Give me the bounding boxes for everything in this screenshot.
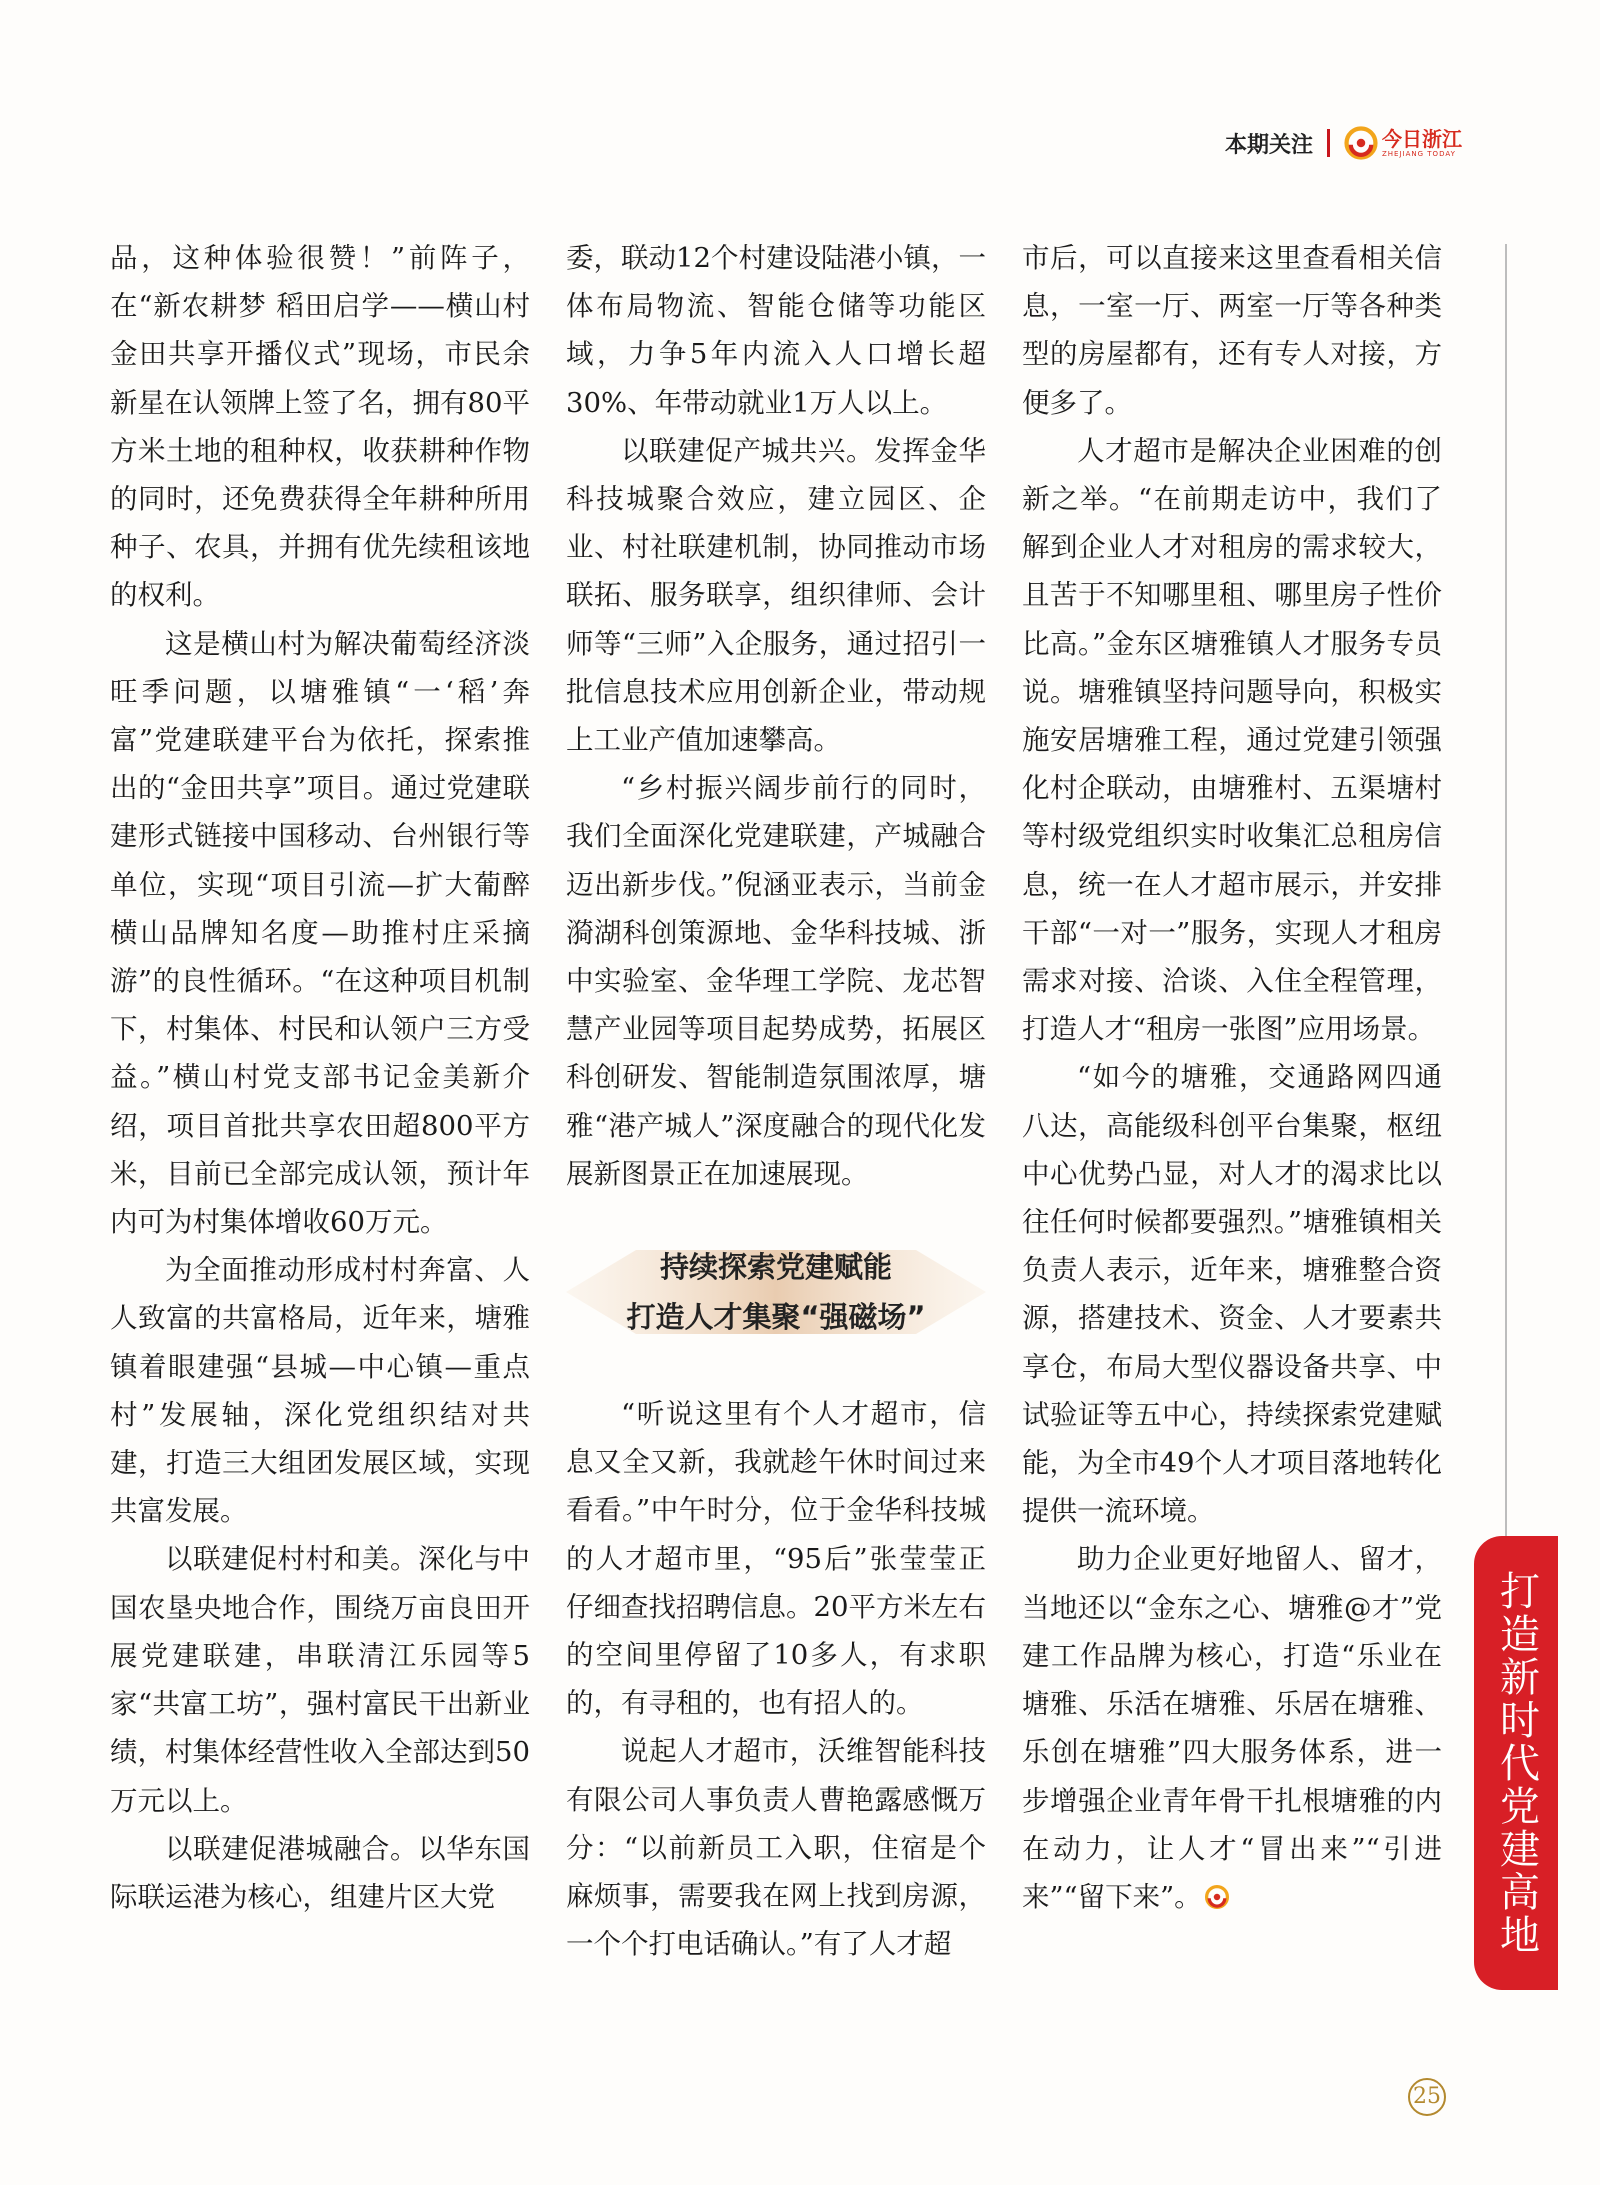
header-divider xyxy=(1327,129,1330,157)
subheading-line-2: 打造人才集聚“强磁场” xyxy=(626,1300,926,1335)
paragraph: 以联建促产城共兴。发挥金华科技城聚合效应，建立园区、企业、村社联建机制，协同推动市场联拓、服务联享，组织律师、会计师等“三师”入企服务，通过招引一批信息技术应用创新企业，带动规上工业产值加速攀高。 xyxy=(566,434,986,757)
paragraph: 人才超市是解决企业困难的创新之举。“在前期走访中，我们了解到企业人才对租房的需求较大，且苦于不知哪里租、哪里房子性价比高。”金东区塘雅镇人才服务专员说。塘雅镇坚持问题导向，积极实施安居塘雅工程，通过党建引领强化村企联动，由塘雅村、五渠塘村等村级党组织实时收集汇总租房信息，统一在人才超市展示，并安排干部“一对一”服务，实现人才租房需求对接、洽谈、入住全程管理，打造人才“租房一张图”应用场景。 xyxy=(1022,434,1442,1046)
paragraph: 委，联动12个村建设陆港小镇，一体布局物流、智能仓储等功能区域，力争5年内流入人口增长超30%、年带动就业1万人以上。 xyxy=(566,242,986,419)
paragraph: 市后，可以直接来这里查看相关信息，一室一厅、两室一厅等各种类型的房屋都有，还有专人对接，方便多了。 xyxy=(1022,242,1442,419)
section-title: 本期关注 xyxy=(1224,132,1313,158)
subheading-line-1: 持续探索党建赋能 xyxy=(659,1250,892,1285)
section-side-tab: 打造新时代党建高地 xyxy=(1474,1536,1558,1990)
paragraph: 说起人才超市，沃维智能科技有限公司人事负责人曹艳露感慨万分：“以前新员工入职，住宿是个麻烦事，需要我在网上找到房源，一个个打电话确认。”有了人才超 xyxy=(566,1735,986,1961)
section-subheading xyxy=(566,1222,986,1362)
margin-rule xyxy=(1505,244,1507,1554)
paragraph: “乡村振兴阔步前行的同时，我们全面深化党建联建，产城融合迈出新步伐。”倪涵亚表示，当前金漪湖科创策源地、金华科技城、浙中实验室、金华理工学院、龙芯智慧产业园等项目起势成势，拓展区科创研发、智能制造氛围浓厚，塘雅“港产城人”深度融合的现代化发展新图景正在加速展现。 xyxy=(566,772,986,1190)
end-mark-icon xyxy=(1204,1884,1230,1910)
paragraph: “听说这里有个人才超市，信息又全又新，我就趁午休时间过来看看。”中午时分，位于金华科技城的人才超市里，“95后”张莹莹正仔细查找招聘信息。20平方米左右的空间里停留了10多人，有求职的，有寻租的，也有招人的。 xyxy=(566,1398,986,1720)
column-left xyxy=(110,234,530,1921)
paragraph-text: 助力企业更好地留人、留才，当地还以“金东之心、塘雅@才”党建工作品牌为核心，打造“乐业在塘雅、乐活在塘雅、乐居在塘雅、乐创在塘雅”四大服务体系，进一步增强企业青年骨干扎根塘雅的内在动力，让人才“冒出来”“引进来”“留下来”。 xyxy=(1022,1543,1442,1913)
logo-subtext: ZHEJIANG TODAY xyxy=(1382,149,1456,158)
paragraph xyxy=(1022,1535,1442,1921)
paragraph: 以联建促村村和美。深化与中国农垦央地合作，围绕万亩良田开展党建联建，串联清江乐园等5家“共富工坊”，强村富民干出新业绩，村集体经营性收入全部达到50万元以上。 xyxy=(110,1543,530,1817)
magazine-logo xyxy=(1344,126,1462,160)
column-middle xyxy=(566,234,986,1969)
page-number: 25 xyxy=(1408,2078,1446,2116)
page-header xyxy=(1225,118,1462,168)
paragraph: 这是横山村为解决葡萄经济淡旺季问题，以塘雅镇“一‘稻’奔富”党建联建平台为依托，探索推出的“金田共享”项目。通过党建联建形式链接中国移动、台州银行等单位，实现“项目引流—扩大葡醉横山品牌知名度—助推村庄采摘游”的良性循环。“在这种项目机制下，村集体、村民和认领户三方受益。”横山村党支部书记金美新介绍，项目首批共享农田超800平方米，目前已全部完成认领，预计年内可为村集体增收60万元。 xyxy=(110,627,530,1239)
paragraph: 为全面推动形成村村奔富、人人致富的共富格局，近年来，塘雅镇着眼建强“县城—中心镇—重点村”发展轴，深化党组织结对共建，打造三大组团发展区域，实现共富发展。 xyxy=(110,1254,530,1528)
column-right xyxy=(1022,234,1442,1921)
paragraph: 以联建促港城融合。以华东国际联运港为核心，组建片区大党 xyxy=(110,1832,530,1913)
logo-swirl-icon xyxy=(1344,126,1378,160)
logo-text: 今日浙江 xyxy=(1382,126,1462,151)
paragraph: 品，这种体验很赞！”前阵子，在“新农耕梦 稻田启学——横山村金田共享开播仪式”现场，市民余新星在认领牌上签了名，拥有80平方米土地的租种权，收获耕种作物的同时，还免费获得全年耕种所用种子、农具，并拥有优先续租该地的权利。 xyxy=(110,242,530,612)
paragraph: “如今的塘雅，交通路网四通八达，高能级科创平台集聚，枢纽中心优势凸显，对人才的渴求比以往任何时候都要强烈。”塘雅镇相关负责人表示，近年来，塘雅整合资源，搭建技术、资金、人才要素共享仓，布局大型仪器设备共享、中试验证等五中心，持续探索党建赋能，为全市49个人才项目落地转化提供一流环境。 xyxy=(1022,1061,1442,1528)
